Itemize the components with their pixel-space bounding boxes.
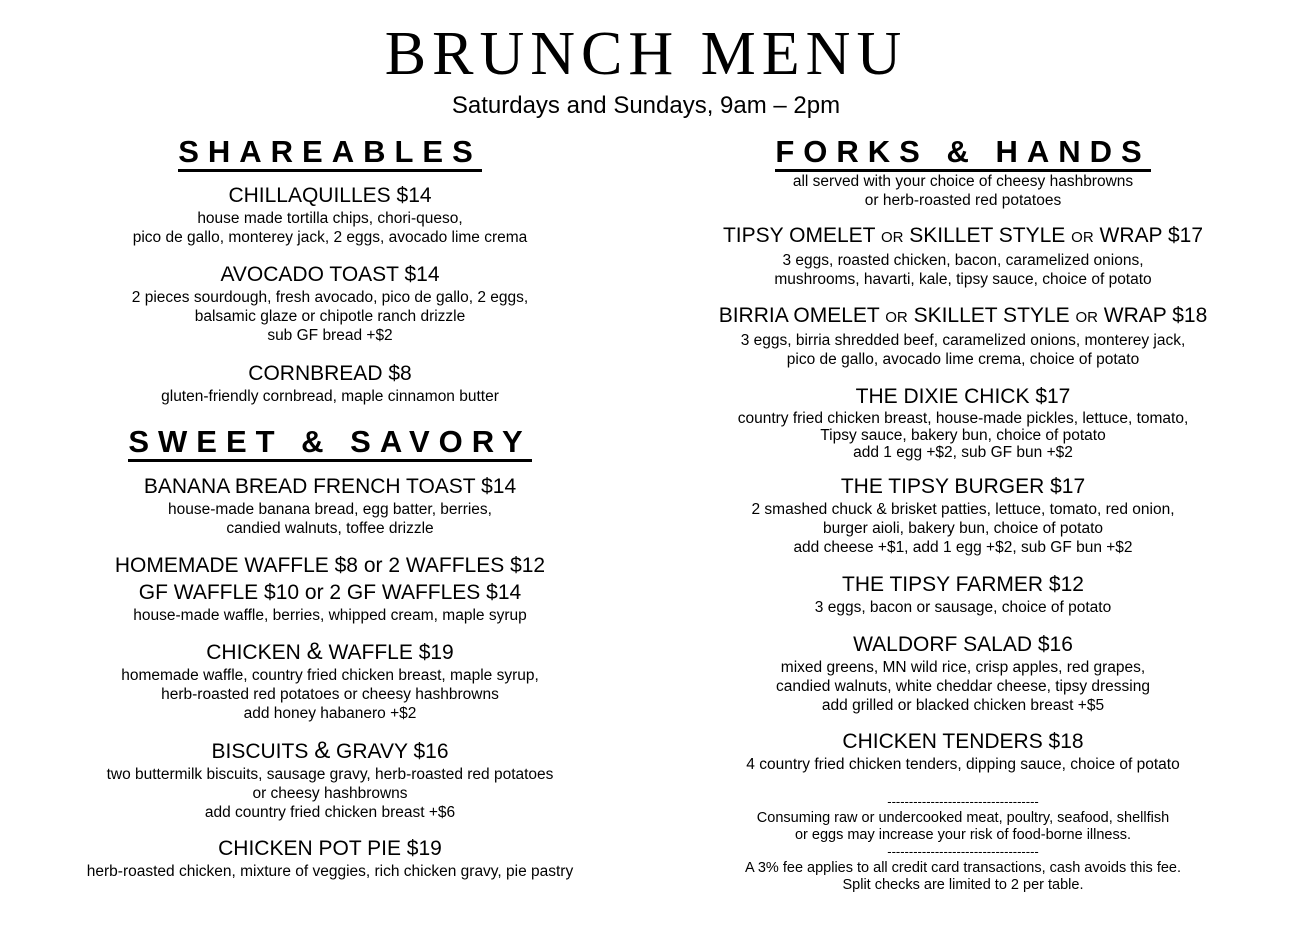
section-heading-forks-hands: FORKS & HANDS <box>660 132 1266 172</box>
fee-notice: A 3% fee applies to all credit card transactions, cash avoids this fee. <box>744 860 1182 876</box>
health-warning: or eggs may increase your risk of food-borne illness. <box>794 827 1132 843</box>
menu-item <box>660 631 1266 715</box>
item-description: candied walnuts, toffee drizzle <box>226 520 434 537</box>
item-name: THE TIPSY FARMER $12 <box>842 573 1084 596</box>
page-subtitle: Saturdays and Sundays, 9am – 2pm <box>451 92 841 119</box>
item-name-secondary: GF WAFFLE $10 or 2 GF WAFFLES $14 <box>138 581 522 604</box>
item-name: BIRRIA OMELET OR SKILLET STYLE OR WRAP $18 <box>718 304 1208 327</box>
item-name: TIPSY OMELET OR SKILLET STYLE OR WRAP $17 <box>722 224 1203 247</box>
footer-notes <box>660 794 1266 894</box>
item-description: herb-roasted chicken, mixture of veggies, rich chicken gravy, pie pastry <box>86 863 574 880</box>
item-name: THE TIPSY BURGER $17 <box>840 475 1086 498</box>
item-description: pico de gallo, monterey jack, 2 eggs, avocado lime crema <box>132 229 528 246</box>
item-description: 3 eggs, bacon or sausage, choice of potato <box>814 599 1112 616</box>
item-description: house-made banana bread, egg batter, berries, <box>167 501 492 518</box>
section-intro: or herb-roasted red potatoes <box>864 192 1062 209</box>
item-description: homemade waffle, country fried chicken breast, maple syrup, <box>121 667 539 684</box>
item-description: add 1 egg +$2, sub GF bun +$2 <box>853 444 1073 461</box>
item-description: 3 eggs, birria shredded beef, caramelized onions, monterey jack, <box>740 332 1186 349</box>
fee-notice: Split checks are limited to 2 per table. <box>842 877 1084 893</box>
menu-item <box>660 383 1266 461</box>
item-description: Tipsy sauce, bakery bun, choice of potato <box>820 427 1106 444</box>
divider: ----------------------------------- <box>887 794 1039 809</box>
item-description: house-made waffle, berries, whipped cream, maple syrup <box>133 607 527 624</box>
item-name: HOMEMADE WAFFLE $8 or 2 WAFFLES $12 <box>114 554 546 577</box>
item-description: sub GF bread +$2 <box>267 327 393 344</box>
section-heading-sweet-savory: SWEET & SAVORY <box>30 422 630 462</box>
item-description: balsamic glaze or chipotle ranch drizzle <box>194 308 466 325</box>
section-heading-shareables: SHAREABLES <box>30 132 630 172</box>
section-intro: all served with your choice of cheesy hashbrowns <box>792 173 1134 190</box>
item-description: herb-roasted red potatoes or cheesy hashbrowns <box>161 686 499 703</box>
menu-item <box>30 182 630 247</box>
item-name: CHICKEN TENDERS $18 <box>842 730 1084 753</box>
menu-item <box>30 473 630 538</box>
left-column <box>30 130 630 881</box>
item-description: add grilled or blacked chicken breast +$5 <box>821 697 1105 714</box>
item-description: 2 pieces sourdough, fresh avocado, pico de gallo, 2 eggs, <box>131 289 529 306</box>
item-name: BISCUITS & GRAVY $16 <box>211 737 449 764</box>
item-name: CORNBREAD $8 <box>248 362 412 385</box>
item-name: CHILLAQUILLES $14 <box>228 184 432 207</box>
health-warning: Consuming raw or undercooked meat, poultry, seafood, shellfish <box>756 810 1170 826</box>
item-description: add cheese +$1, add 1 egg +$2, sub GF bun +$2 <box>793 539 1133 556</box>
menu-item <box>660 473 1266 557</box>
menu-item <box>660 222 1266 289</box>
item-description: gluten-friendly cornbread, maple cinnamon butter <box>161 388 499 405</box>
menu-item <box>30 737 630 822</box>
menu-item <box>660 728 1266 774</box>
item-description: 4 country fried chicken tenders, dipping sauce, choice of potato <box>746 756 1180 773</box>
page-title: BRUNCH MENU <box>384 20 908 88</box>
item-description: candied walnuts, white cheddar cheese, tipsy dressing <box>776 678 1150 695</box>
menu-item <box>30 261 630 345</box>
divider: ----------------------------------- <box>887 844 1039 859</box>
item-description: house made tortilla chips, chori-queso, <box>197 210 463 227</box>
item-description: mixed greens, MN wild rice, crisp apples, red grapes, <box>780 659 1146 676</box>
item-description: add country fried chicken breast +$6 <box>204 804 456 821</box>
item-name: THE DIXIE CHICK $17 <box>855 385 1071 408</box>
item-description: add honey habanero +$2 <box>243 705 417 722</box>
item-description: or cheesy hashbrowns <box>252 785 408 802</box>
item-description: 2 smashed chuck & brisket patties, lettuce, tomato, red onion, <box>751 501 1175 518</box>
menu-item <box>30 552 630 625</box>
right-column <box>660 130 1266 894</box>
menu-item <box>30 638 630 723</box>
item-description: pico de gallo, avocado lime crema, choice of potato <box>786 351 1140 368</box>
menu-item <box>30 360 630 406</box>
item-name: AVOCADO TOAST $14 <box>220 263 440 286</box>
item-description: mushrooms, havarti, kale, tipsy sauce, choice of potato <box>774 271 1152 288</box>
item-description: burger aioli, bakery bun, choice of potato <box>822 520 1104 537</box>
menu-item <box>30 835 630 881</box>
item-name: CHICKEN & WAFFLE $19 <box>206 638 454 665</box>
item-description: 3 eggs, roasted chicken, bacon, caramelized onions, <box>782 252 1144 269</box>
item-description: two buttermilk biscuits, sausage gravy, herb-roasted red potatoes <box>106 766 554 783</box>
menu-item <box>660 302 1266 369</box>
item-name: WALDORF SALAD $16 <box>853 633 1073 656</box>
item-description: country fried chicken breast, house-made pickles, lettuce, tomato, <box>737 410 1189 427</box>
item-name: CHICKEN POT PIE $19 <box>218 837 442 860</box>
menu-item <box>660 571 1266 617</box>
item-name: BANANA BREAD FRENCH TOAST $14 <box>143 475 517 498</box>
